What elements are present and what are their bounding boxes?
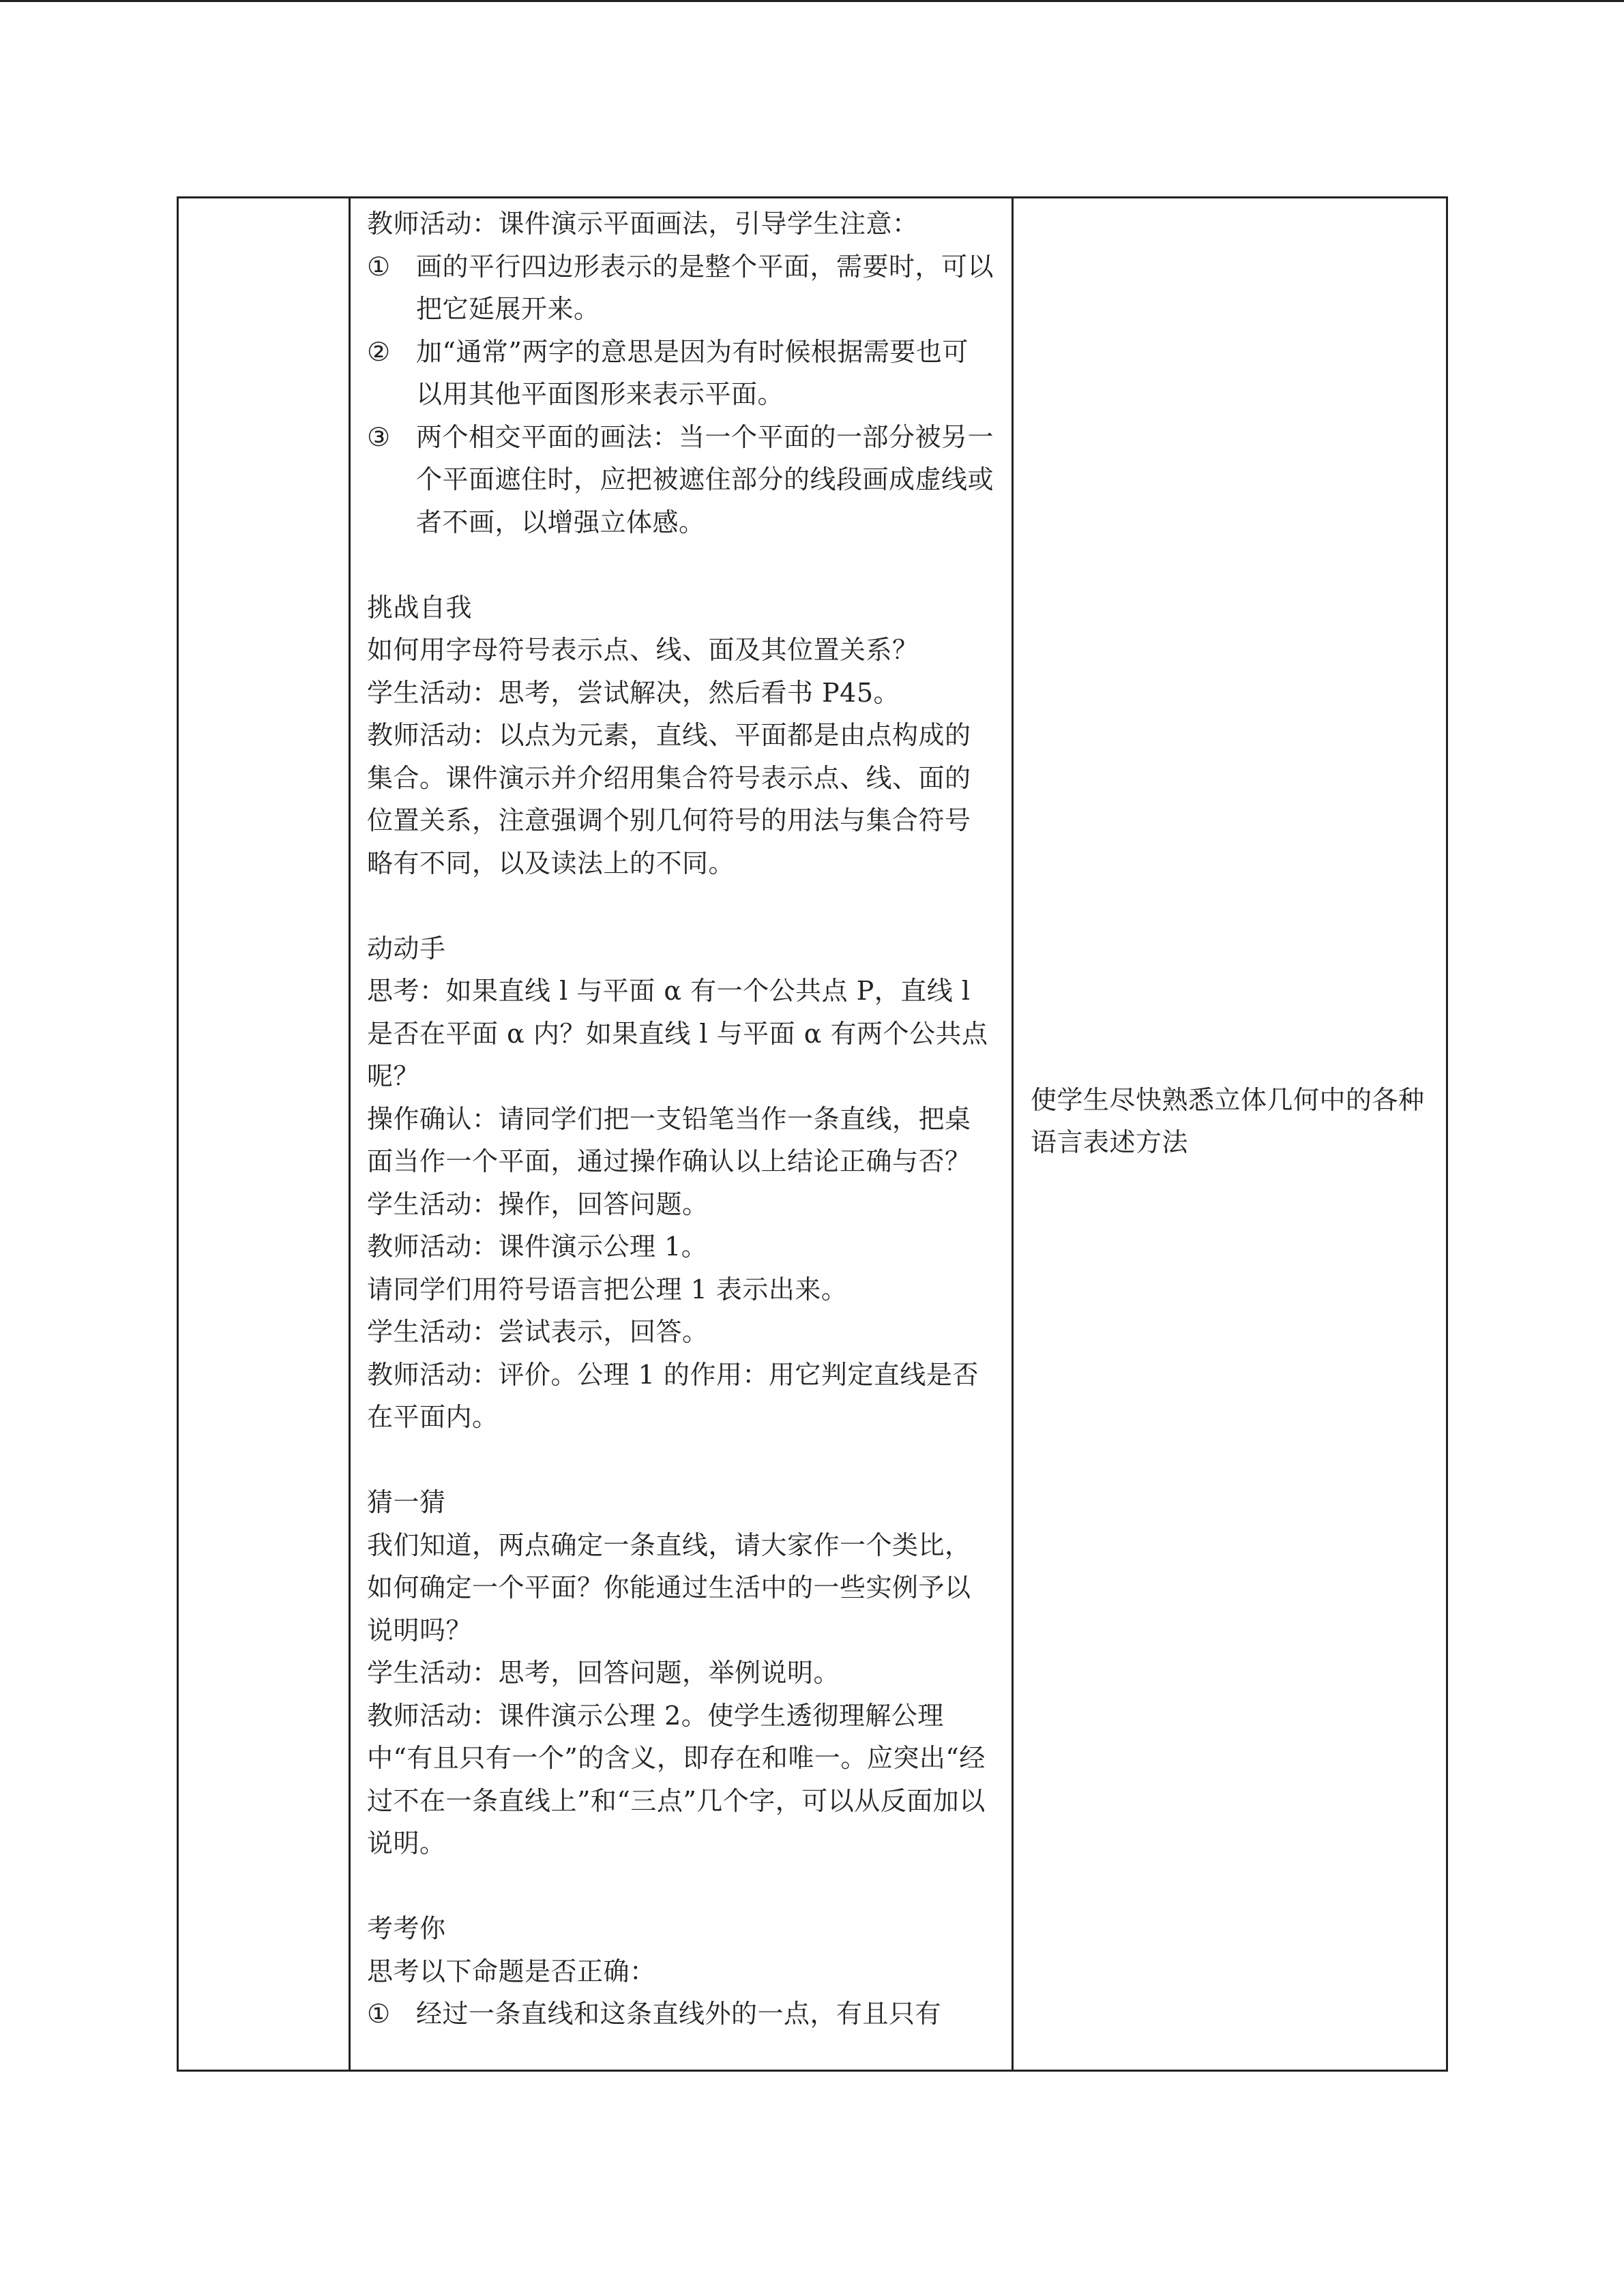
section-title-test: 考考你 <box>367 1913 446 1943</box>
purpose-column <box>1014 198 1446 2070</box>
challenge-teacher-activity: 教师活动：以点为元素，直线、平面都是由点构成的集合。课件演示并介绍用集合符号表示点、线、面的位置关系，注意强调个别几何符号的用法与集合符号略有不同，以及读法上的不同。 <box>367 720 971 878</box>
section-title-handson: 动动手 <box>367 933 446 964</box>
note-text: 画的平行四边形表示的是整个平面，需要时，可以把它延展开来。 <box>416 251 994 324</box>
handson-ask: 请同学们用符号语言把公理 1 表示出来。 <box>367 1274 848 1304</box>
note-number: ③ <box>367 421 391 452</box>
note-item-3 <box>367 416 994 544</box>
challenge-question: 如何用字母符号表示点、线、面及其位置关系？ <box>367 635 919 665</box>
handson-operate: 操作确认：请同学们把一支铅笔当作一条直线，把桌面当作一个平面，通过操作确认以上结论正确与否？ <box>367 1103 971 1176</box>
handson-teacher-activity-2: 教师活动：评价。公理 1 的作用：用它判定直线是否在平面内。 <box>367 1359 979 1432</box>
note-item-2 <box>367 331 994 416</box>
activity-column <box>351 198 1014 2070</box>
test-intro: 思考以下命题是否正确： <box>367 1956 656 1986</box>
guess-teacher-activity: 教师活动：课件演示公理 2。使学生透彻理解公理中“有且只有一个”的含义，即存在和唯一。应突出“经过不在一条直线上”和“三点”几个字，可以从反面加以说明。 <box>367 1700 986 1858</box>
note-text: 加“通常”两字的意思是因为有时候根据需要也可以用其他平面图形来表示平面。 <box>416 336 969 409</box>
handson-teacher-activity-1: 教师活动：课件演示公理 1。 <box>367 1232 708 1262</box>
test-item-number: ① <box>367 1999 391 2029</box>
spacer <box>367 1865 994 1908</box>
spacer <box>367 1439 994 1482</box>
guess-student-activity: 学生活动：思考，回答问题，举例说明。 <box>367 1658 840 1688</box>
section-title-challenge: 挑战自我 <box>367 592 473 623</box>
page-top-border <box>0 0 1624 2</box>
note-text: 两个相交平面的画法：当一个平面的一部分被另一个平面遮住时，应把被遮住部分的线段画成虚线或者不画，以增强立体感。 <box>416 421 994 537</box>
handson-think: 思考：如果直线 l 与平面 α 有一个公共点 P，直线 l 是否在平面 α 内？如果直线 l 与平面 α 有两个公共点呢？ <box>367 976 988 1091</box>
section-title-guess: 猜一猜 <box>367 1487 446 1517</box>
design-intent-text: 使学生尽快熟悉立体几何中的各种语言表述方法 <box>1031 1084 1425 1157</box>
test-item-text: 经过一条直线和这条直线外的一点，有且只有 <box>416 1999 942 2029</box>
test-item-1 <box>367 1993 994 2036</box>
spacer <box>367 543 994 586</box>
guess-question: 我们知道，两点确定一条直线，请大家作一个类比，如何确定一个平面？你能通过生活中的一些实例予以说明吗？ <box>367 1530 971 1645</box>
challenge-student-activity: 学生活动：思考，尝试解决，然后看书 P45。 <box>367 677 900 708</box>
stage-column <box>179 198 351 2070</box>
spacer <box>367 884 994 927</box>
handson-student-activity-2: 学生活动：尝试表示，回答。 <box>367 1317 709 1347</box>
handson-student-activity-1: 学生活动：操作，回答问题。 <box>367 1189 709 1219</box>
lesson-plan-table <box>177 196 1448 2072</box>
note-number: ① <box>367 251 391 282</box>
note-number: ② <box>367 336 391 367</box>
note-item-1 <box>367 245 994 331</box>
teacher-intro: 教师活动：课件演示平面画法，引导学生注意： <box>367 209 919 239</box>
